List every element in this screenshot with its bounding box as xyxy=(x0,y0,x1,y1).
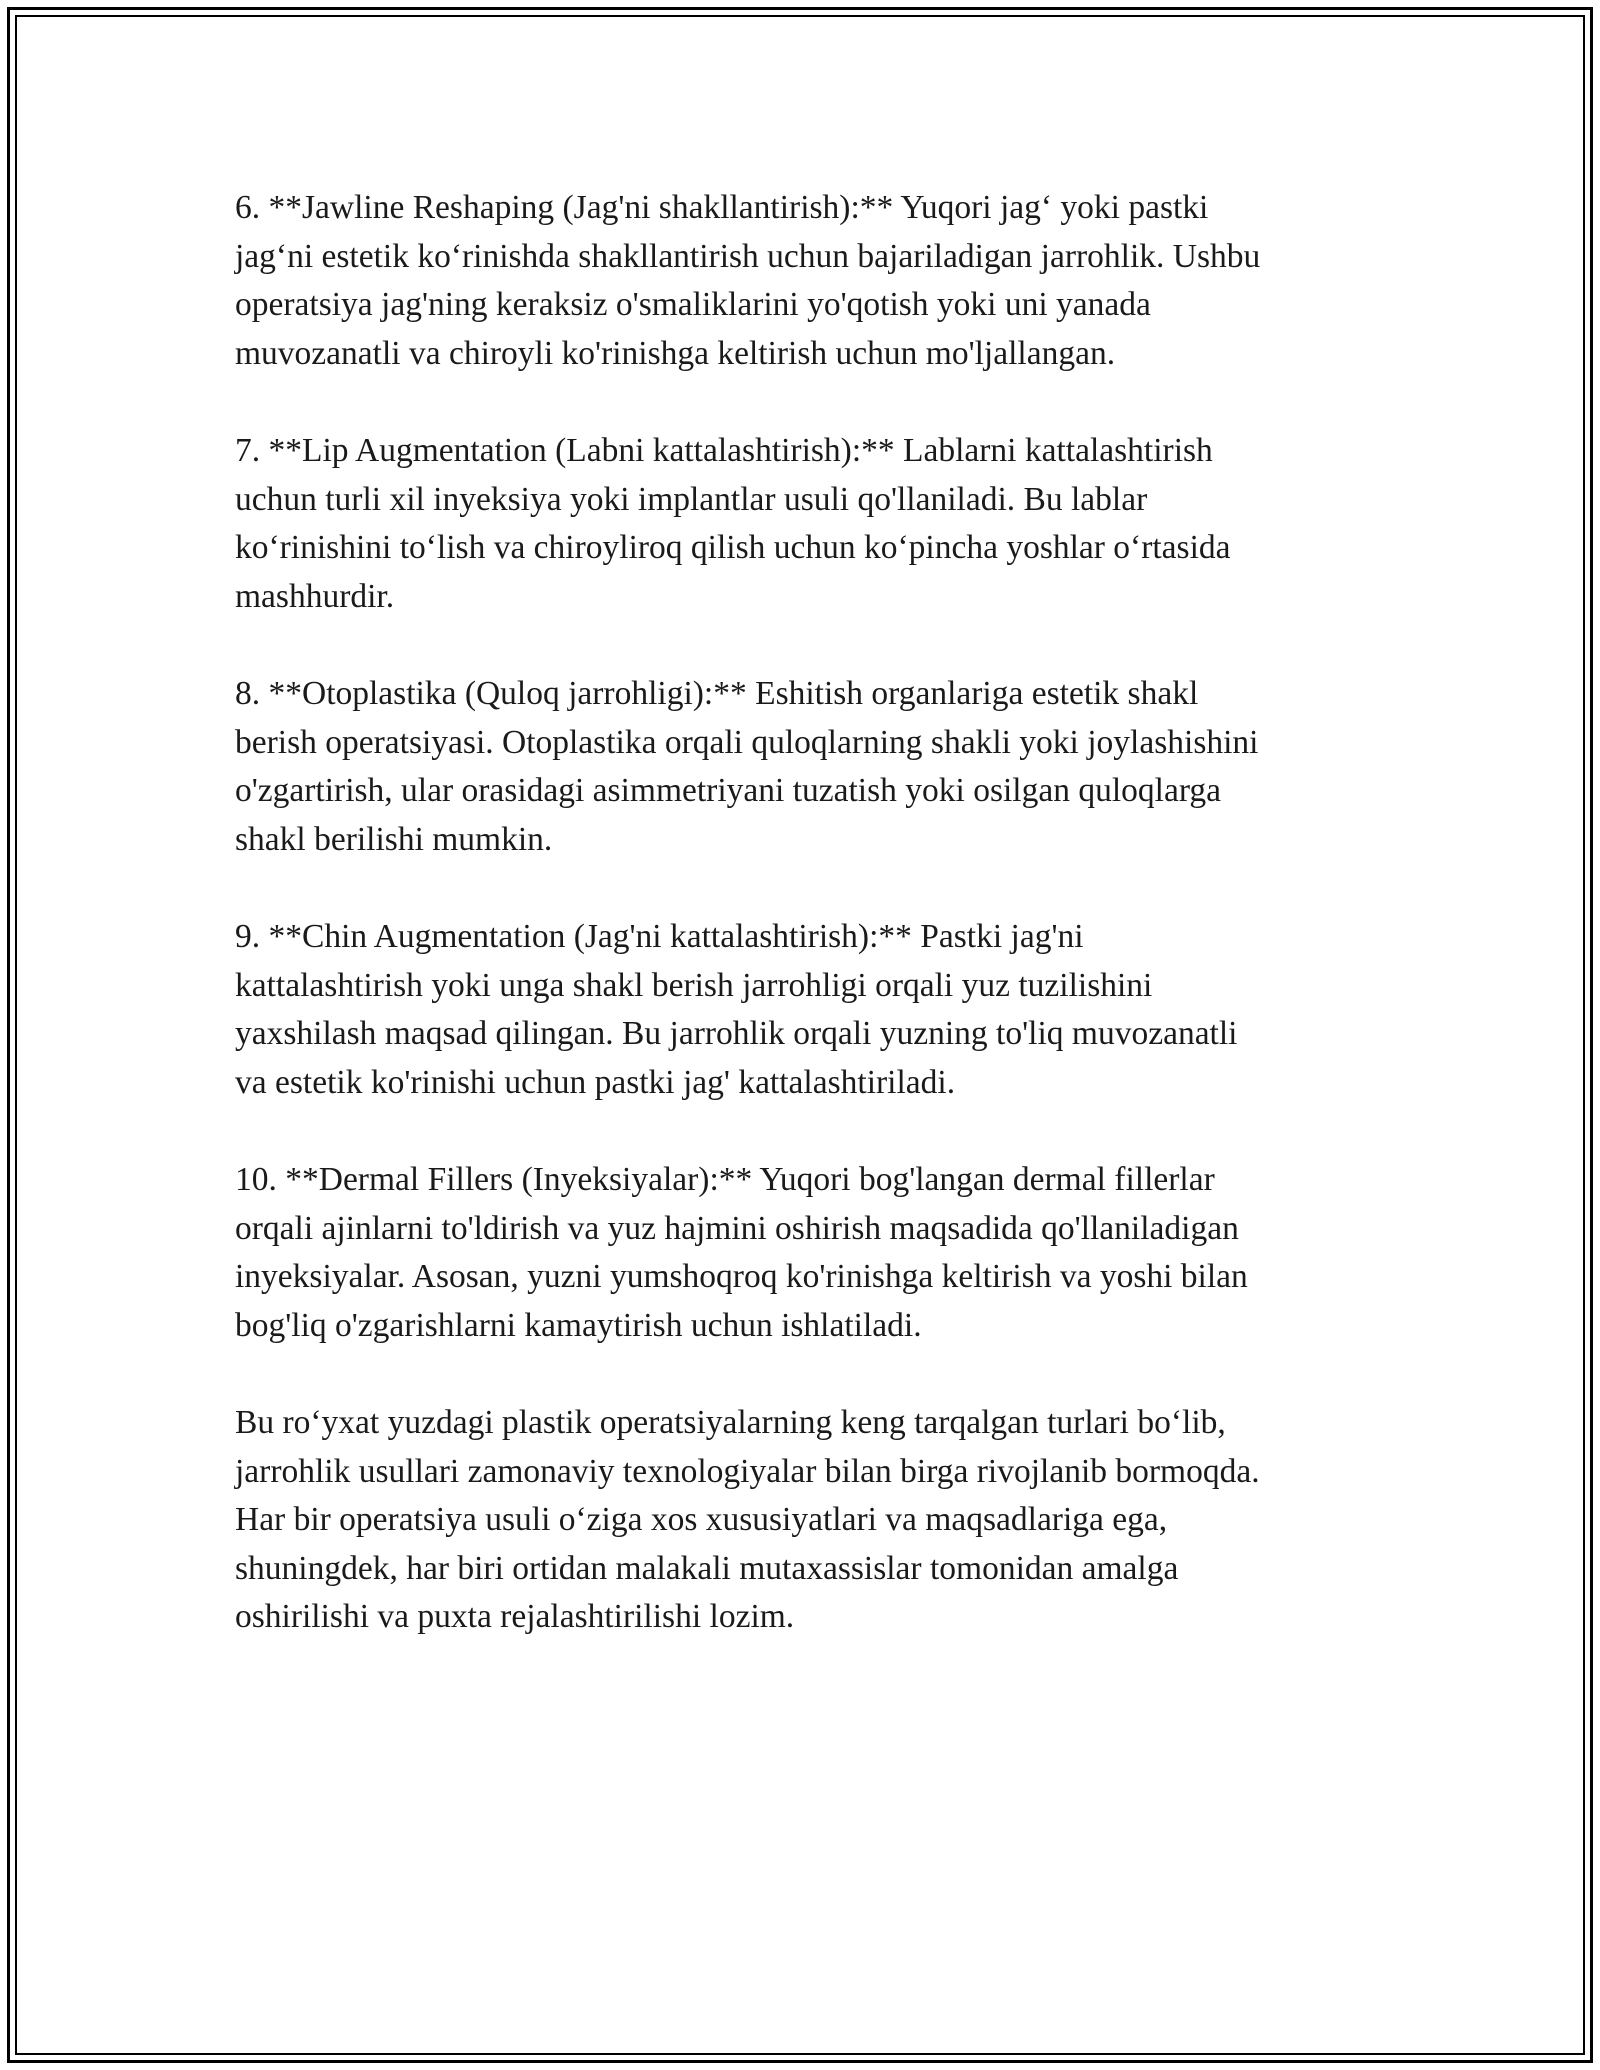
paragraph-dermal-fillers: 10. **Dermal Fillers (Inyeksiyalar):** Yuqori bog'langan dermal fillerlar orqali ajinlarni to'ldirish va yuz hajmini oshirish maqsadida qo'llaniladigan inyeksiyalar. Asosan, yuzni yumshoqroq ko'rinishga keltirish va yoshi bilan bog'liq o'zgarishlarni kamaytirish uchun ishlatiladi. xyxy=(235,1161,1248,1344)
paragraph-conclusion: Bu ro‘yxat yuzdagi plastik operatsiyalarning keng tarqalgan turlari bo‘lib, jarrohlik usullari zamonaviy texnologiyalar bilan birga rivojlanib bormoqda. Har bir operatsiya usuli o‘ziga xos xususiyatlari va maqsadlariga ega, shuningdek, har biri ortidan malakali mutaxassislar tomonidan amalga oshirilishi va puxta rejalashtirilishi lozim. xyxy=(235,1404,1260,1635)
paragraph-chin-augmentation: 9. **Chin Augmentation (Jag'ni kattalashtirish):** Pastki jag'ni kattalashtirish yoki unga shakl berish jarrohligi orqali yuz tuzilishini yaxshilash maqsad qilingan. Bu jarrohlik orqali yuzning to'liq muvozanatli va estetik ko'rinishi uchun pastki jag' kattalashtiriladi. xyxy=(235,918,1238,1101)
document-body xyxy=(235,184,1375,1691)
paragraph-otoplastika: 8. **Otoplastika (Quloq jarrohligi):** Eshitish organlariga estetik shakl berish operatsiyasi. Otoplastika orqali quloqlarning shakli yoki joylashishini o'zgartirish, ular orasidagi asimmetriyani tuzatish yoki osilgan quloqlarga shakl berilishi mumkin. xyxy=(235,675,1259,858)
paragraph-jawline-reshaping: 6. **Jawline Reshaping (Jag'ni shakllantirish):** Yuqori jag‘ yoki pastki jag‘ni estetik ko‘rinishda shakllantirish uchun bajariladigan jarrohlik. Ushbu operatsiya jag'ning keraksiz o'smaliklarini yo'qotish yoki uni yanada muvozanatli va chiroyli ko'rinishga keltirish uchun mo'ljallangan. xyxy=(235,189,1261,372)
paragraph-lip-augmentation: 7. **Lip Augmentation (Labni kattalashtirish):** Lablarni kattalashtirish uchun turli xil inyeksiya yoki implantlar usuli qo'llaniladi. Bu lablar ko‘rinishini to‘lish va chiroyliroq qilish uchun ko‘pincha yoshlar o‘rtasida mashhurdir. xyxy=(235,432,1231,615)
